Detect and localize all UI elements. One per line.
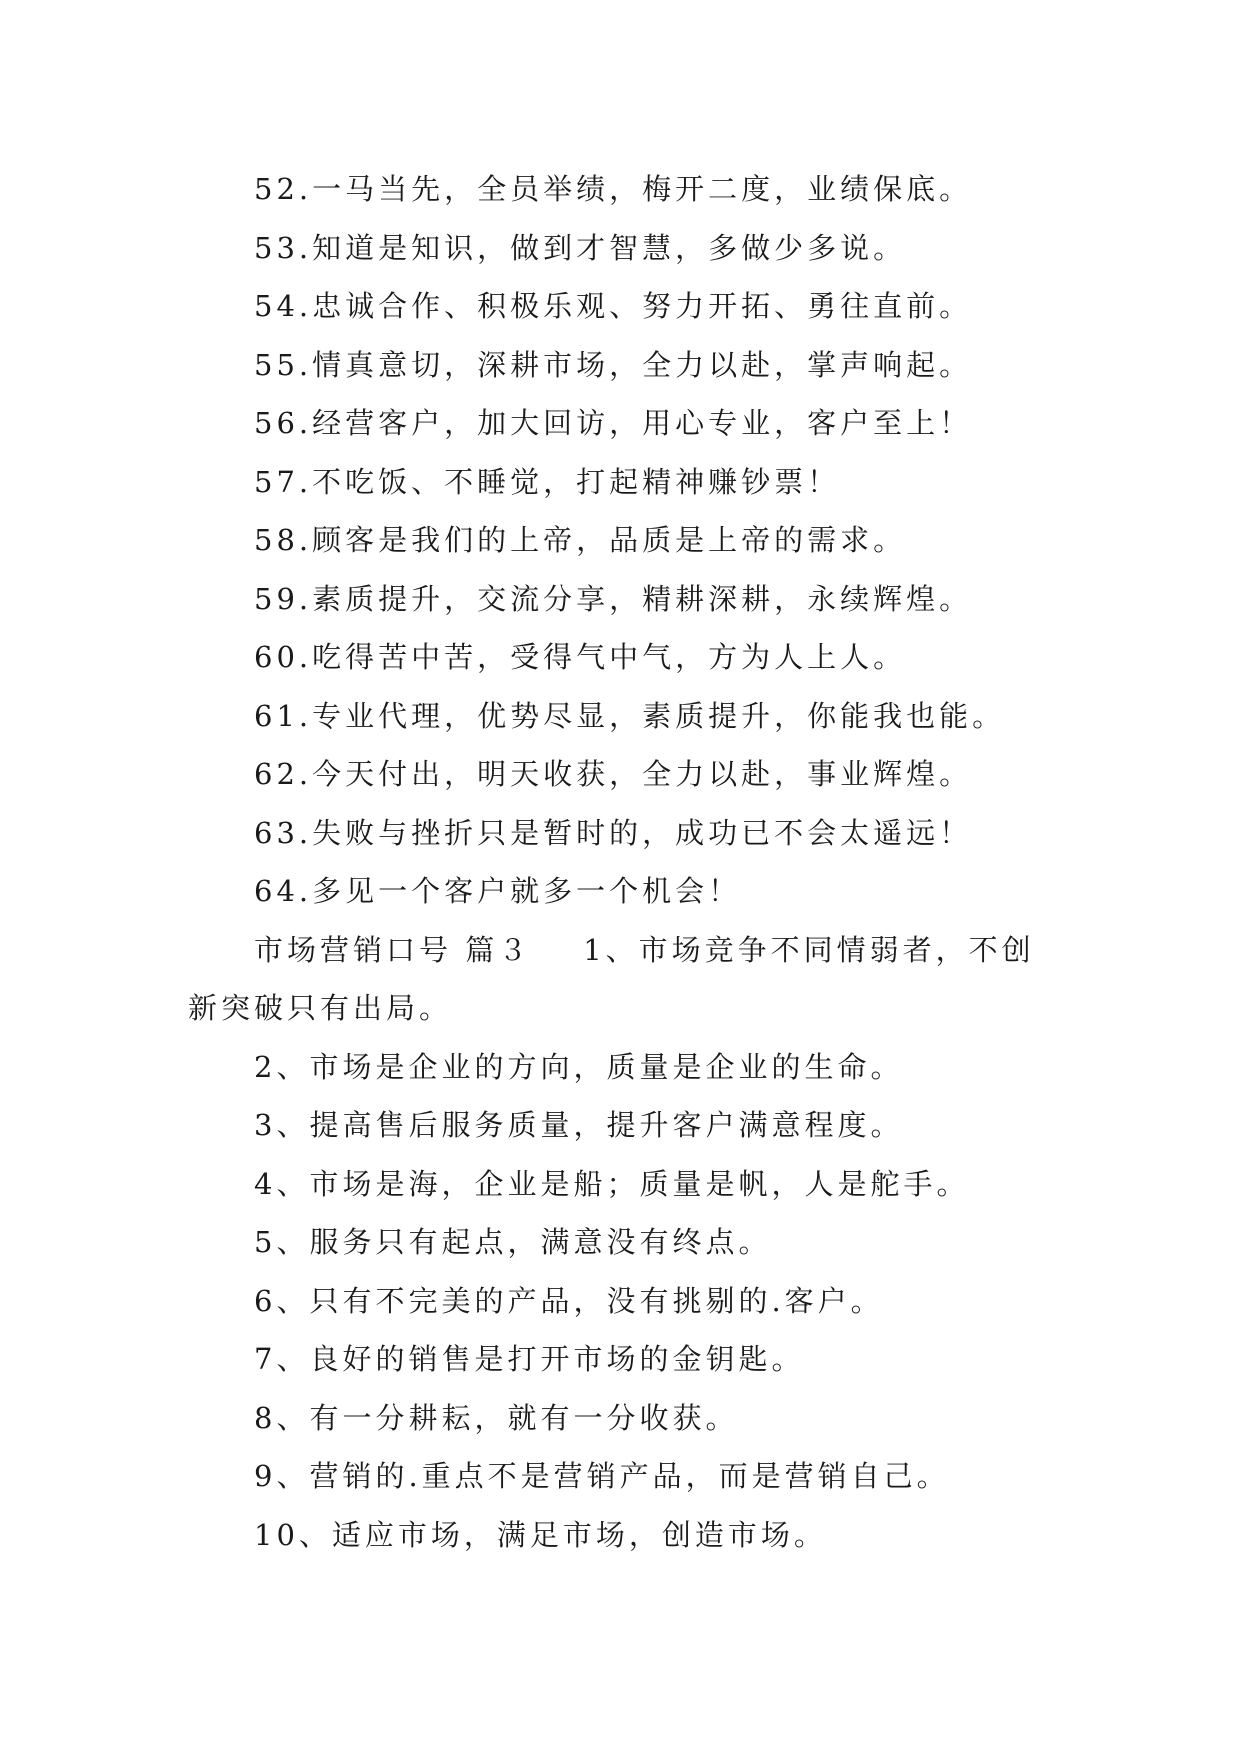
slogan-item: 3、提高售后服务质量，提升客户满意程度。 <box>254 1108 904 1142</box>
slogan-line: 55.情真意切，深耕市场，全力以赴，掌声响起。 <box>254 347 973 382</box>
slogan-item-continuation: 新突破只有出局。 <box>188 991 453 1025</box>
slogan-item: 6、只有不完美的产品，没有挑剔的.客户。 <box>254 1283 884 1318</box>
slogan-item: 9、营销的.重点不是营销产品，而是营销自己。 <box>254 1459 950 1493</box>
slogan-line: 63.失败与挫折只是暂时的，成功已不会太遥远！ <box>254 815 973 850</box>
slogan-item: 4、市场是海，企业是船；质量是帆，人是舵手。 <box>254 1166 970 1201</box>
document-body <box>188 160 1060 1564</box>
slogan-line: 53.知道是知识，做到才智慧，多做少多说。 <box>254 230 907 265</box>
slogan-item: 7、良好的销售是打开市场的金钥匙。 <box>254 1342 805 1376</box>
slogan-line: 54.忠诚合作、积极乐观、努力开拓、勇往直前。 <box>254 289 973 323</box>
slogan-line: 57.不吃饭、不睡觉，打起精神赚钞票！ <box>254 464 841 499</box>
slogan-line: 61.专业代理，优势尽显，素质提升，你能我也能。 <box>254 698 1006 733</box>
section-heading-line <box>188 921 1060 980</box>
section-heading: 市场营销口号 篇３ <box>254 932 532 967</box>
slogan-line: 62.今天付出，明天收获，全力以赴，事业辉煌。 <box>254 757 973 791</box>
slogan-line: 52.一马当先，全员举绩，梅开二度，业绩保底。 <box>254 172 973 206</box>
slogan-item: 10、适应市场，满足市场，创造市场。 <box>254 1517 827 1552</box>
slogan-line: 58.顾客是我们的上帝，品质是上帝的需求。 <box>254 523 907 557</box>
slogan-line: 59.素质提升，交流分享，精耕深耕，永续辉煌。 <box>254 581 973 616</box>
slogan-line: 56.经营客户，加大回访，用心专业，客户至上！ <box>254 406 973 440</box>
slogan-line: 60.吃得苦中苦，受得气中气，方为人上人。 <box>254 640 907 674</box>
slogan-item: 2、市场是企业的方向，质量是企业的生命。 <box>254 1049 904 1084</box>
slogan-item: 8、有一分耕耘，就有一分收获。 <box>254 1400 739 1435</box>
slogan-line: 64.多见一个客户就多一个机会！ <box>254 874 742 908</box>
slogan-item: 5、服务只有起点，满意没有终点。 <box>254 1225 772 1259</box>
slogan-item-first: 1、市场竞争不同情弱者，不创 <box>583 932 1035 967</box>
